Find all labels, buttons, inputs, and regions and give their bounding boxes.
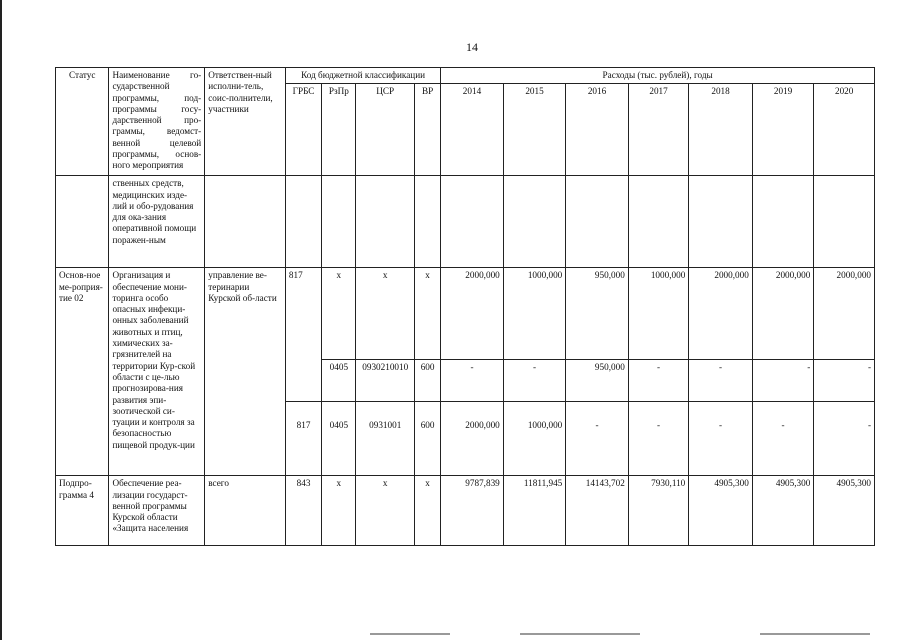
scan-artifact [370,633,450,635]
header-year-2017: 2017 [628,84,689,176]
measure02-responsible: управление ве-теринарии Курской об-ласти [205,268,286,476]
budget-table [55,67,875,546]
table-row-measure02-total [56,268,875,360]
header-year-2014: 2014 [441,84,504,176]
cell-empty [285,176,321,268]
subprogram4-status: Подпро-грамма 4 [56,476,109,546]
cell-empty [628,176,689,268]
measure02-r2-rzpr: 0405 [322,360,356,402]
scan-artifact [520,633,640,635]
measure02-r3-2015: 1000,000 [503,402,566,476]
header-name: Наименование го-сударственной программы, под-программы госу-дарственной про-граммы, ведомст-венной целевой программы, основ-ного мероприятия [109,68,205,176]
subprogram4-2018: 4905,300 [689,476,753,546]
header-grbs: ГРБС [285,84,321,176]
measure02-r3-grbs: 817 [285,402,321,476]
cell-empty [752,176,814,268]
page-left-edge [0,0,2,640]
measure02-r2-2014: - [441,360,504,402]
measure02-r2-2016: 950,000 [566,360,629,402]
measure02-r3-2020: - [814,402,875,476]
measure02-r1-2020: 2000,000 [814,268,875,360]
subprogram4-responsible: всего [205,476,286,546]
subprogram4-vr: х [414,476,440,546]
header-row-1 [56,68,875,84]
continuation-name: ственных средств, медицинских изде-лий и обо-рудования для ока-зания оперативной помощи поражен-ным [109,176,205,268]
cell-empty [56,176,109,268]
measure02-name: Организация и обеспечение мони-торинга особо опасных инфекци-онных заболеваний животных и птиц, химических за-грязнителей на территории Кур-ской области с це-лью прогнозирова-ния развития эпи-зоотической си-туации и контроля за безопасностью пищевой продук-ции [109,268,205,476]
measure02-r1-2019: 2000,000 [752,268,814,360]
measure02-r2-2017: - [628,360,689,402]
header-responsible: Ответствен-ный исполни-тель, соис-полнители, участники [205,68,286,176]
measure02-r3-2019: - [752,402,814,476]
cell-empty [441,176,504,268]
header-year-2018: 2018 [689,84,753,176]
measure02-r1-2018: 2000,000 [689,268,753,360]
cell-empty [414,176,440,268]
measure02-r1-2014: 2000,000 [441,268,504,360]
subprogram4-2015: 11811,945 [503,476,566,546]
cell-empty [689,176,753,268]
header-year-2016: 2016 [566,84,629,176]
measure02-r1-csr: х [356,268,414,360]
measure02-r3-2017: - [628,402,689,476]
measure02-grbs: 817 [285,268,321,402]
header-year-2020: 2020 [814,84,875,176]
header-expenses: Расходы (тыс. рублей), годы [441,68,875,84]
page-number: 14 [466,40,478,54]
measure02-r1-2015: 1000,000 [503,268,566,360]
measure02-r2-2015: - [503,360,566,402]
cell-empty [566,176,629,268]
subprogram4-2019: 4905,300 [752,476,814,546]
cell-empty [503,176,566,268]
table-row-subprogram4 [56,476,875,546]
measure02-r2-csr: 0930210010 [356,360,414,402]
subprogram4-2017: 7930,110 [628,476,689,546]
measure02-r1-2017: 1000,000 [628,268,689,360]
subprogram4-csr: х [356,476,414,546]
table-row-continuation [56,176,875,268]
measure02-r1-vr: х [414,268,440,360]
cell-empty [814,176,875,268]
subprogram4-2014: 9787,839 [441,476,504,546]
measure02-r3-2014: 2000,000 [441,402,504,476]
measure02-r3-rzpr: 0405 [322,402,356,476]
subprogram4-2020: 4905,300 [814,476,875,546]
measure02-r1-rzpr: х [322,268,356,360]
header-budget-code: Код бюджетной классификации [285,68,440,84]
scan-artifact [760,633,870,635]
measure02-r2-2020: - [814,360,875,402]
cell-empty [322,176,356,268]
measure02-status: Основ-ное ме-роприя-тие 02 [56,268,109,476]
cell-empty [356,176,414,268]
measure02-r3-2018: - [689,402,753,476]
measure02-r1-2016: 950,000 [566,268,629,360]
subprogram4-grbs: 843 [285,476,321,546]
measure02-r2-vr: 600 [414,360,440,402]
measure02-r3-csr: 0931001 [356,402,414,476]
measure02-r3-vr: 600 [414,402,440,476]
header-status: Статус [56,68,109,176]
subprogram4-2016: 14143,702 [566,476,629,546]
subprogram4-name: Обеспечение реа-лизации государст-венной программы Курской области «Защита населения [109,476,205,546]
header-year-2019: 2019 [752,84,814,176]
measure02-r2-2018: - [689,360,753,402]
header-vr: ВР [414,84,440,176]
header-year-2015: 2015 [503,84,566,176]
subprogram4-rzpr: х [322,476,356,546]
measure02-r3-2016: - [566,402,629,476]
header-rzpr: РзПр [322,84,356,176]
header-csr: ЦСР [356,84,414,176]
measure02-r2-2019: - [752,360,814,402]
cell-empty [205,176,286,268]
